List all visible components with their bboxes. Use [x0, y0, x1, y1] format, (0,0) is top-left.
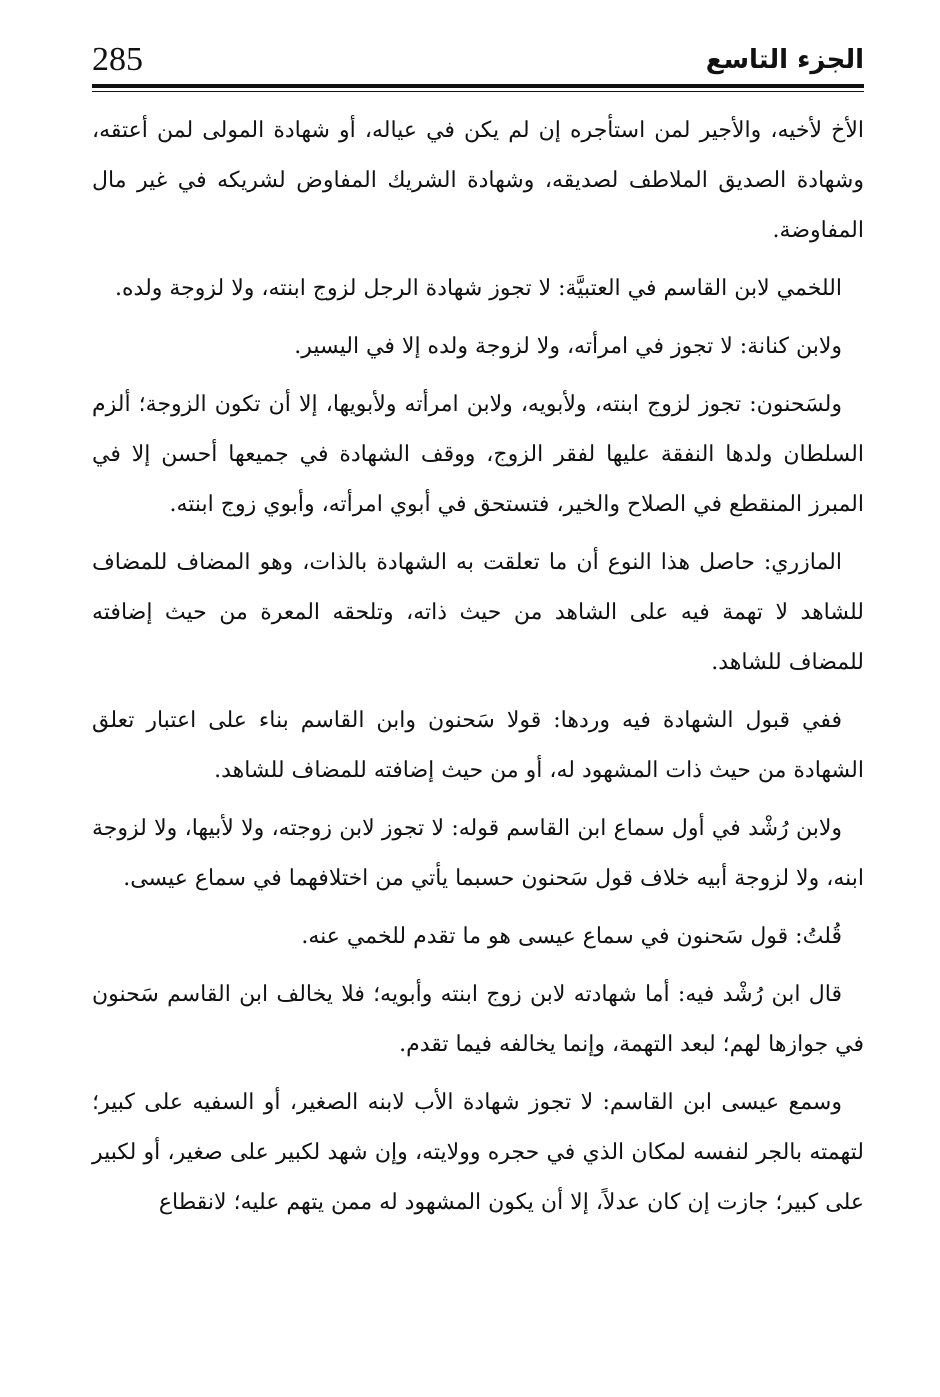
body-text — [92, 106, 864, 1236]
paragraph: المازري: حاصل هذا النوع أن ما تعلقت به الشهادة بالذات، وهو المضاف للمضاف للشاهد لا تهمة فيه على الشاهد من حيث ذاته، وتلحقه المعرة من حيث إضافته للمضاف للشاهد. — [92, 550, 864, 675]
paragraph: اللخمي لابن القاسم في العتبيَّة: لا تجوز شهادة الرجل لزوج ابنته، ولا لزوجة ولده. — [115, 276, 842, 301]
page-number: 285 — [92, 41, 143, 78]
paragraph: ولسَحنون: تجوز لزوج ابنته، ولأبويه، ولابن امرأته ولأبويها، إلا أن تكون الزوجة؛ ألزم السلطان ولدها النفقة عليها لفقر الزوج، ووقف الشهادة في جميعها أحسن إلا في المبرز المنقطع في الصلاح والخير، فتستحق في أبوي امرأته، وأبوي زوج ابنته. — [92, 392, 864, 517]
header-rule-thin — [92, 91, 864, 92]
page-header — [92, 40, 864, 92]
paragraph: ولابن رُشْد في أول سماع ابن القاسم قوله: لا تجوز لابن زوجته، ولا لأبيها، ولا لزوجة ابنه، ولا لزوجة أبيه خلاف قول سَحنون حسبما يأتي من اختلافهما في سماع عيسى. — [92, 816, 864, 891]
paragraph: ولابن كنانة: لا تجوز في امرأته، ولا لزوجة ولده إلا في اليسير. — [294, 334, 842, 359]
paragraph: قُلتُ: قول سَحنون في سماع عيسى هو ما تقدم للخمي عنه. — [301, 924, 842, 949]
paragraph: قال ابن رُشْد فيه: أما شهادته لابن زوج ابنته وأبويه؛ فلا يخالف ابن القاسم سَحنون في جوازها لهم؛ لبعد التهمة، وإنما يخالفه فيما تقدم. — [92, 982, 864, 1057]
paragraph: ففي قبول الشهادة فيه وردها: قولا سَحنون وابن القاسم بناء على اعتبار تعلق الشهادة من حيث ذات المشهود له، أو من حيث إضافته للمضاف للشاهد. — [92, 708, 864, 783]
running-title: الجزء التاسع — [705, 45, 864, 75]
paragraph: وسمع عيسى ابن القاسم: لا تجوز شهادة الأب لابنه الصغير، أو السفيه على كبير؛ لتهمته بالجر لنفسه لمكان الذي في حجره وولايته، وإن شهد لكبير على صغير، أو لكبير على كبير؛ جازت إن كان عدلاً، إلا أن يكون المشهود له ممن يتهم عليه؛ لانقطاع — [92, 1090, 864, 1215]
header-rule-thick — [92, 84, 864, 88]
paragraph: الأخ لأخيه، والأجير لمن استأجره إن لم يكن في عياله، أو شهادة المولى لمن أعتقه، وشهادة الصديق الملاطف لصديقه، وشهادة الشريك المفاوض لشريكه في غير مال المفاوضة. — [92, 118, 864, 243]
